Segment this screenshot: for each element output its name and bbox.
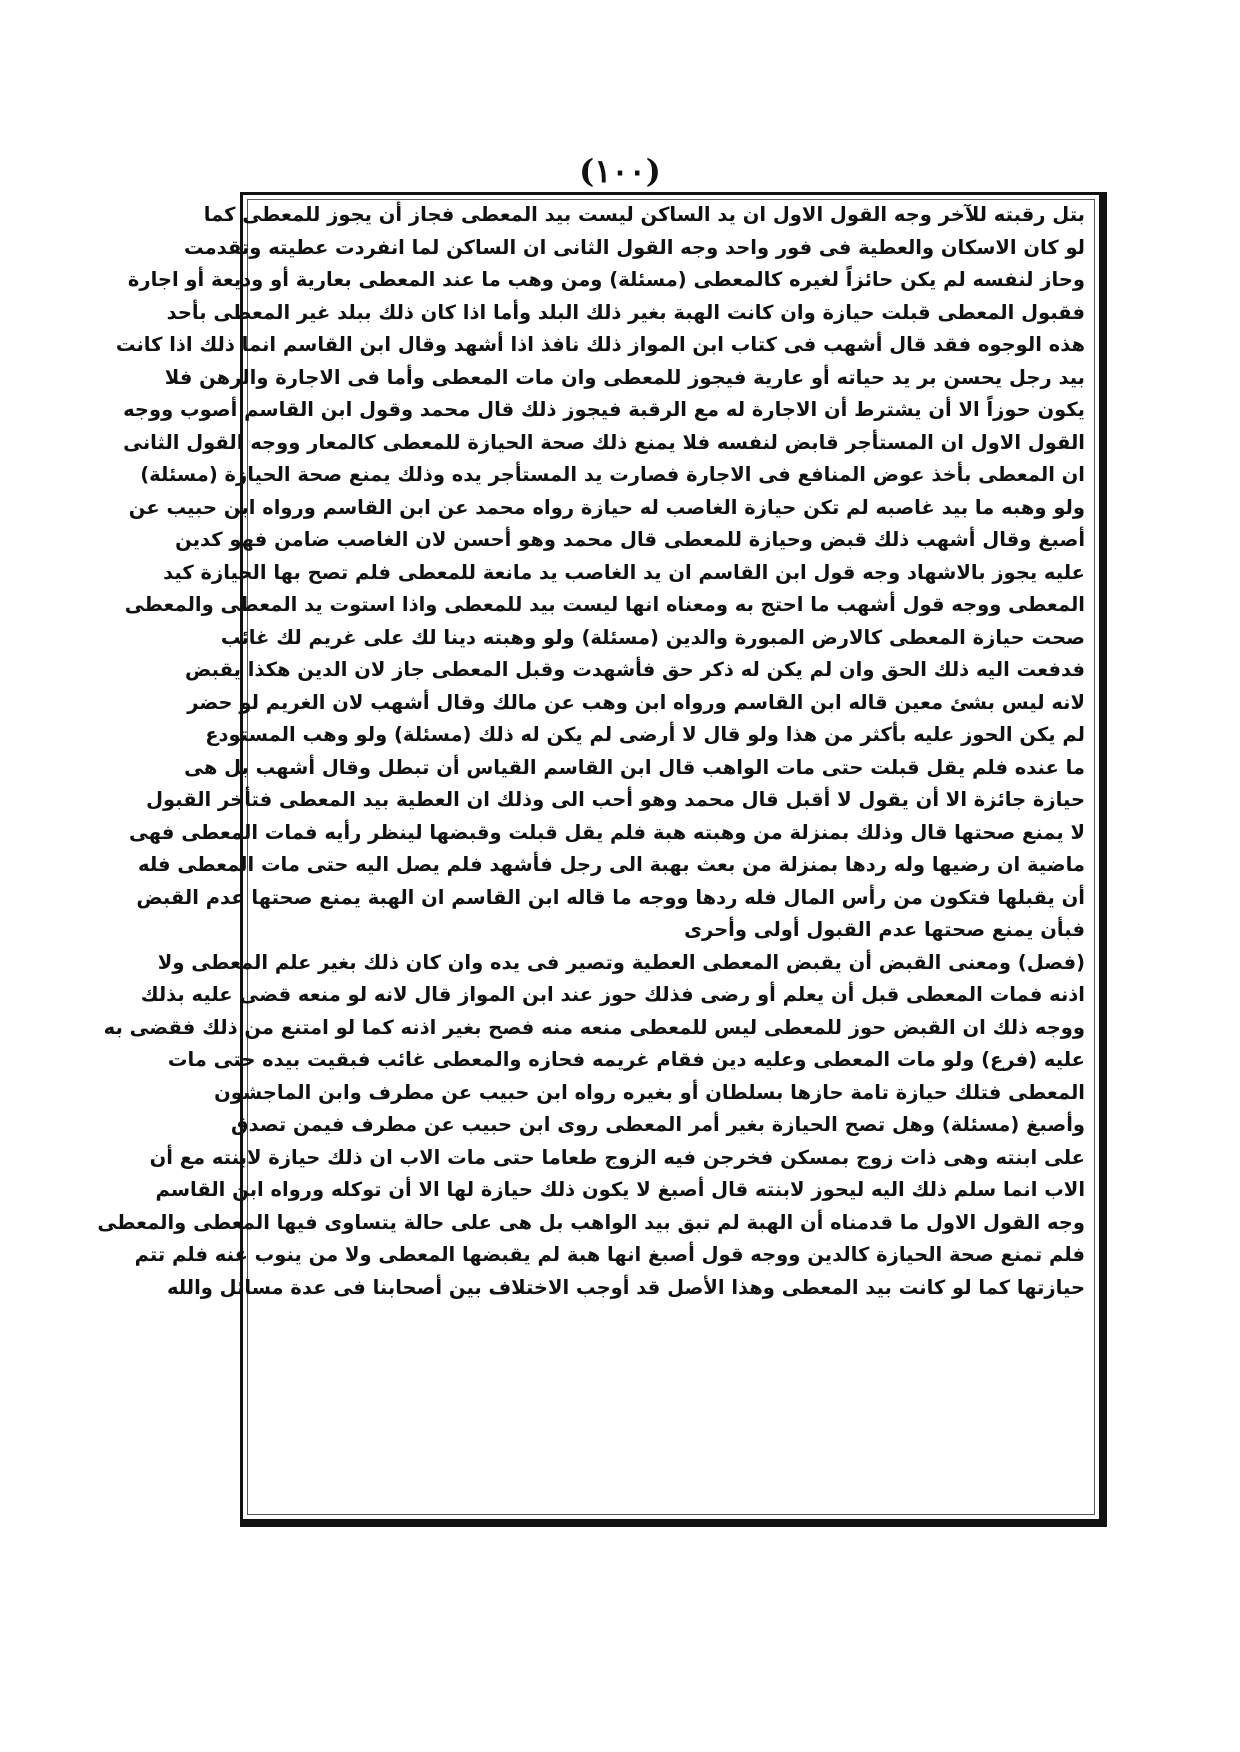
text-line: يكون حوزاً الا أن يشترط أن الاجارة له مع الرقبة فيجوز ذلك قال محمد وقول ابن القاسم أصوب ووجه — [123, 398, 1085, 421]
text-line: الاب انما سلم ذلك اليه ليحوز لابنته قال أصبغ لا يكون ذلك حيازة لها الا أن توكله ورواه ابن القاسم — [155, 1178, 1085, 1201]
text-line: المعطى ووجه قول أشهب ما احتج به ومعناه انها ليست بيد للمعطى واذا استوت يد المعطى والمعطى — [124, 593, 1085, 616]
text-line: فلم تمنع صحة الحيازة كالدين ووجه قول أصبغ انها هبة لم يقبضها المعطى ولا من ينوب عنه فلم تتم — [134, 1243, 1085, 1266]
text-line: بيد رجل يحسن بر يد حياته أو عارية فيجوز للمعطى وان مات المعطى وأما فى الاجارة والرهن فلا — [164, 365, 1085, 389]
text-line: فقبول المعطى قبلت حيازة وان كانت الهبة بغير ذلك البلد وأما اذا كان ذلك ببلد غير المعطى بأحد — [166, 300, 1085, 324]
page-body-text — [97, 199, 1085, 1304]
page-number: (١٠٠) — [579, 152, 661, 190]
text-line: المعطى فتلك حيازة تامة حازها بسلطان أو بغيره رواه ابن حبيب عن مطرف وابن الماجشون — [214, 1080, 1085, 1104]
text-line: لا يمنع صحتها قال وذلك بمنزلة من وهبته هبة فلم يقل قبلت وقبضها لينظر رأيه فمات المعطى فهى — [129, 820, 1085, 844]
text-line: لانه ليس بشئ معين قاله ابن القاسم ورواه ابن وهب عن مالك وقال أشهب لان الغريم لو حضر — [187, 690, 1085, 714]
text-line: وجه القول الاول ما قدمناه أن الهبة لم تبق بيد الواهب بل هى على حالة يتساوى فيها المعطى والمعطى — [97, 1210, 1085, 1234]
text-line: ولو وهبه ما بيد غاصبه لم تكن حيازة الغاصب له حيازة رواه محمد عن ابن القاسم ورواه ابن حبيب عن — [128, 495, 1085, 519]
text-line: أصبغ وقال أشهب ذلك قبض وحيازة للمعطى قال محمد وهو أحسن لان الغاصب ضامن فهو كدين — [175, 528, 1085, 551]
text-line: هذه الوجوه فقد قال أشهب فى كتاب ابن المواز ذلك نافذ اذا أشهد وقال ابن القاسم انما ذلك اذا كانت — [115, 333, 1085, 356]
text-line: ما عنده فلم يقل قبلت حتى مات الواهب قال ابن القاسم القياس أن تبطل وقال أشهب بل هى — [184, 755, 1085, 779]
text-line: حيازتها كما لو كانت بيد المعطى وهذا الأصل قد أوجب الاختلاف بين أصحابنا فى عدة مسائل والله — [166, 1275, 1085, 1299]
text-line: فدفعت اليه ذلك الحق وان لم يكن له ذكر حق فأشهدت وقبل المعطى جاز لان الدين هكذا يقبض — [185, 658, 1085, 681]
text-line: أن يقبلها فتكون من رأس المال فله ردها ووجه ما قاله ابن القاسم ان الهبة يمنع صحتها عدم القبض — [136, 885, 1085, 909]
text-line: صحت حيازة المعطى كالارض المبورة والدين (مسئلة) ولو وهبته دينا لك على غريم لك غائب — [220, 625, 1085, 649]
text-line: القول الاول ان المستأجر قابض لنفسه فلا يمنع ذلك صحة الحيازة للمعطى كالمعار ووجه القول الثانى — [123, 430, 1085, 454]
text-line: لو كان الاسكان والعطية فى فور واحد وجه القول الثانى ان الساكن لما انفردت عطيته وتقدمت — [183, 235, 1085, 259]
text-line: ووجه ذلك ان القبض حوز للمعطى ليس للمعطى منعه منه فصح بغير اذنه كما لو امتنع من ذلك فقضى به — [103, 1015, 1085, 1039]
text-line: بتل رقبته للآخر وجه القول الاول ان يد الساكن ليست بيد المعطى فجاز أن يجوز للمعطى كما — [203, 203, 1085, 226]
text-line: عليه يجوز بالاشهاد وجه قول ابن القاسم ان يد الغاصب يد مانعة للمعطى فلم تصح بها الحيازة كيد — [163, 560, 1085, 584]
text-line: ان المعطى بأخذ عوض المنافع فى الاجارة فصارت يد المستأجر يده وذلك يمنع صحة الحيازة (مسئلة) — [140, 463, 1085, 486]
text-line: لم يكن الحوز عليه بأكثر من هذا ولو قال لا أرضى لم يكن له ذلك (مسئلة) ولو وهب المستودع — [205, 723, 1085, 746]
text-line: على ابنته وهى ذات زوج بمسكن فخرجن فيه الزوج طعاما حتى مات الاب ان ذلك حيازة لابنته مع أن — [149, 1145, 1085, 1169]
text-line: اذنه فمات المعطى قبل أن يعلم أو رضى فذلك حوز عند ابن المواز قال لانه لو منعه قضى عليه بذلك — [140, 983, 1085, 1006]
text-line: (فصل) ومعنى القبض أن يقبض المعطى العطية وتصير فى يده وان كان ذلك بغير علم المعطى ولا — [157, 950, 1085, 974]
text-line: وأصبغ (مسئلة) وهل تصح الحيازة بغير أمر المعطى روى ابن حبيب عن مطرف فيمن تصدق — [231, 1113, 1085, 1136]
text-line: حيازة جائزة الا أن يقول لا أقبل قال محمد وهو أحب الى وذلك ان العطية بيد المعطى فتأخر القبول — [146, 788, 1085, 811]
text-line: وحاز لنفسه لم يكن حائزاً لغيره كالمعطى (مسئلة) ومن وهب ما عند المعطى بعارية أو وديعة أو اجارة — [127, 268, 1085, 291]
text-line: فبأن يمنع صحتها عدم القبول أولى وأحرى — [684, 918, 1085, 941]
text-frame — [97, 192, 1102, 1522]
text-line: عليه (فرع) ولو مات المعطى وعليه دين فقام غريمه فحازه والمعطى غائب فبقيت بيده حتى مات — [167, 1048, 1085, 1071]
text-line: ماضية ان رضيها وله ردها بمنزلة من بعث بهبة الى رجل فأشهد فلم يصل اليه حتى مات المعطى فله — [138, 853, 1085, 876]
